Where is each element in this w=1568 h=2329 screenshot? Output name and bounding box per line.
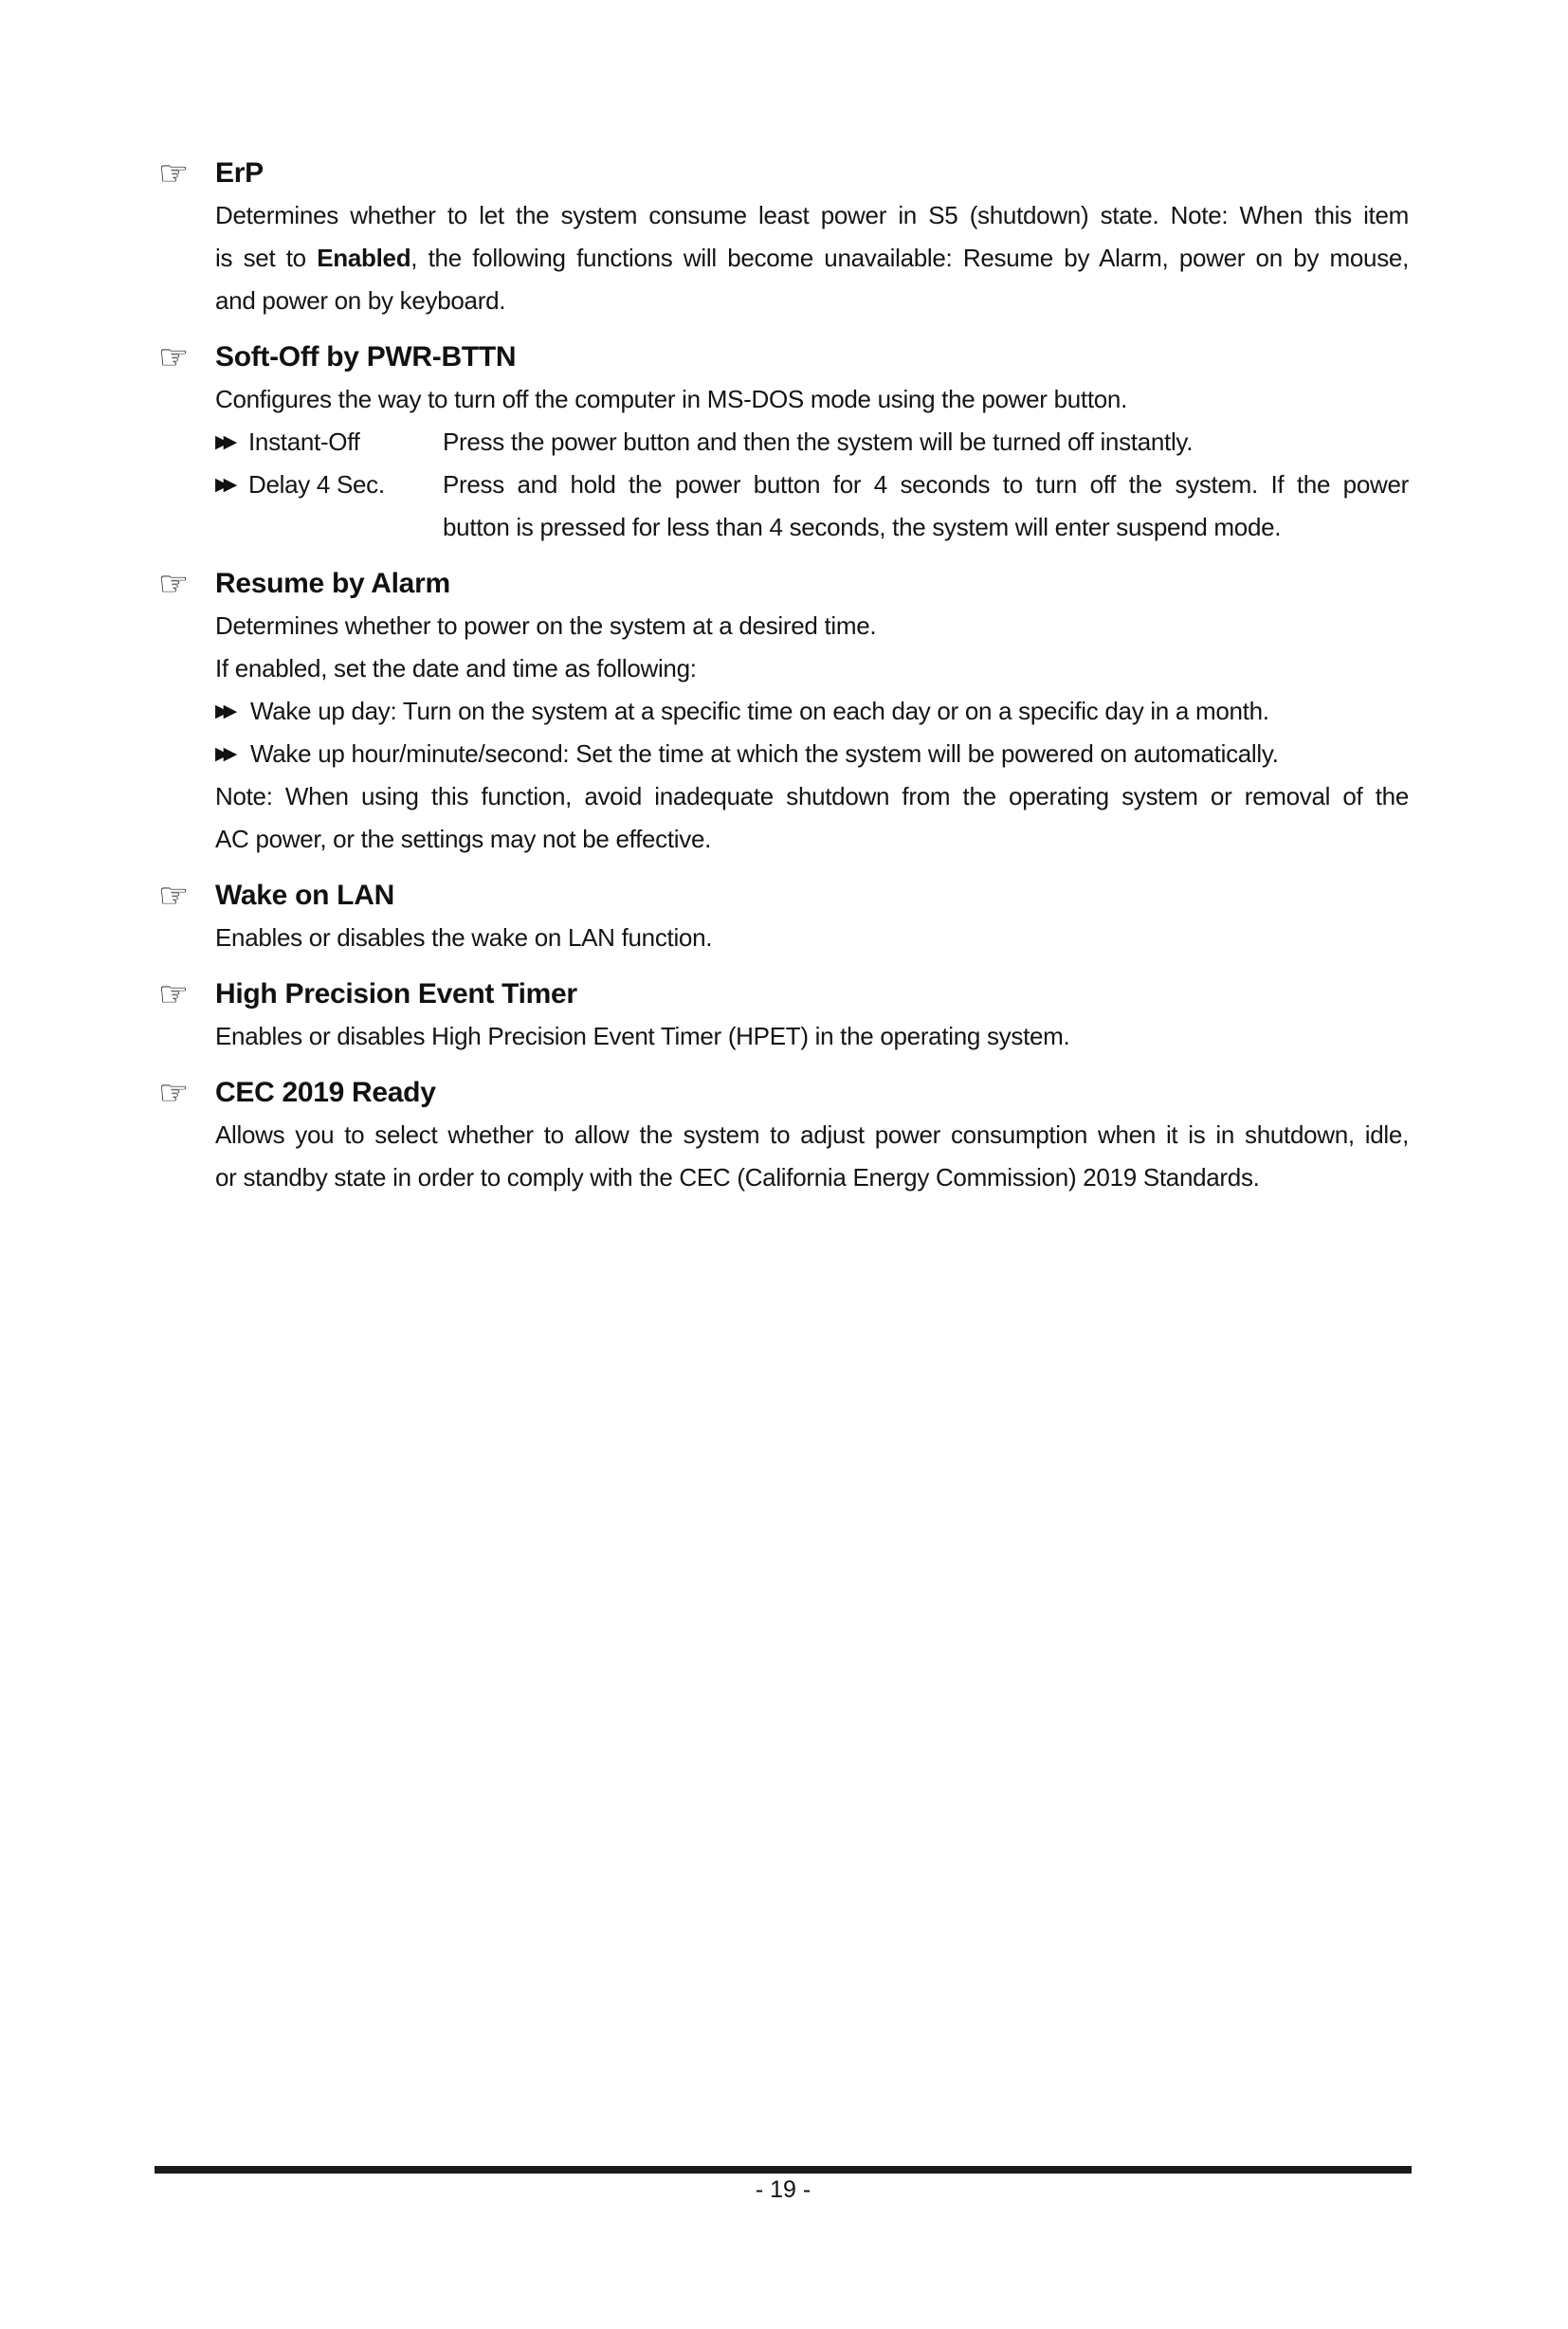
option-label: Delay 4 Sec.	[248, 470, 385, 499]
double-arrow-icon: ▶▶	[215, 432, 232, 452]
page-number: - 19 -	[755, 2176, 811, 2203]
body-line: and power on by keyboard.	[215, 286, 506, 315]
pointer-hand-icon: ☞	[158, 337, 190, 376]
body-line: Configures the way to turn off the computer in MS-DOS mode using the power button.	[215, 385, 1127, 413]
option-row	[215, 464, 1409, 549]
body-text: is set to	[215, 244, 318, 272]
section-heading	[158, 152, 1409, 194]
option-description	[443, 464, 1409, 549]
section-heading	[158, 562, 1409, 605]
section-erp	[158, 152, 1409, 322]
body-line	[215, 237, 1409, 280]
body-line: If enabled, set the date and time as following:	[215, 654, 697, 682]
body-text: , the following functions will become unavailable: Resume by Alarm, power on by mouse,	[410, 244, 1409, 272]
double-arrow-icon: ▶▶	[215, 701, 232, 721]
section-title: Wake on LAN	[215, 880, 394, 911]
double-arrow-icon: ▶▶	[215, 475, 232, 495]
section-title: ErP	[215, 157, 264, 189]
section-heading	[158, 973, 1409, 1015]
footer-rule	[155, 2166, 1412, 2174]
body-line: Enables or disables High Precision Event Timer (HPET) in the operating system.	[215, 1022, 1070, 1050]
page-footer	[155, 2166, 1412, 2204]
body-line: or standby state in order to comply with the CEC (California Energy Commission) 2019 Standards.	[215, 1163, 1260, 1192]
section-soft-off	[158, 336, 1409, 549]
section-body	[215, 1015, 1409, 1058]
section-heading	[158, 336, 1409, 378]
body-line: Press and hold the power button for 4 seconds to turn off the system. If the power	[443, 470, 1409, 499]
body-line: button is pressed for less than 4 seconds, the system will enter suspend mode.	[443, 513, 1282, 541]
option-row	[215, 421, 1409, 464]
pointer-hand-icon: ☞	[158, 876, 190, 915]
section-body	[215, 605, 1409, 861]
section-body	[215, 1114, 1409, 1199]
section-hpet	[158, 973, 1409, 1058]
section-heading	[158, 1071, 1409, 1114]
bullet-text: Wake up hour/minute/second: Set the time at which the system will be powered on automatically.	[250, 739, 1279, 768]
pointer-hand-icon: ☞	[158, 1073, 190, 1112]
double-arrow-icon: ▶▶	[215, 744, 232, 764]
pointer-hand-icon: ☞	[158, 974, 190, 1013]
body-line: AC power, or the settings may not be effective.	[215, 825, 712, 853]
section-title: Soft-Off by PWR-BTTN	[215, 341, 517, 373]
body-line: Allows you to select whether to allow the system to adjust power consumption when it is in shutdown, idle,	[215, 1120, 1409, 1149]
pointer-hand-icon: ☞	[158, 564, 190, 603]
section-title: CEC 2019 Ready	[215, 1077, 436, 1108]
option-label: Instant-Off	[248, 428, 360, 456]
section-body	[215, 378, 1409, 549]
bullet-row	[215, 690, 1409, 733]
option-description	[443, 421, 1409, 464]
body-line: Note: When using this function, avoid inadequate shutdown from the operating system or removal of the	[215, 782, 1409, 810]
section-body	[215, 194, 1409, 322]
body-line: Determines whether to let the system consume least power in S5 (shutdown) state. Note: When this item	[215, 201, 1409, 229]
section-body	[215, 917, 1409, 959]
pointer-hand-icon: ☞	[158, 154, 190, 192]
body-line: Enables or disables the wake on LAN function.	[215, 923, 713, 952]
manual-page-content	[158, 152, 1409, 1199]
bullet-row	[215, 733, 1409, 775]
section-resume-by-alarm	[158, 562, 1409, 861]
body-line: Press the power button and then the system will be turned off instantly.	[443, 428, 1194, 456]
bullet-text: Wake up day: Turn on the system at a specific time on each day or on a specific day in a month.	[250, 697, 1269, 725]
section-title: High Precision Event Timer	[215, 978, 577, 1010]
section-wake-on-lan	[158, 874, 1409, 959]
section-title: Resume by Alarm	[215, 568, 450, 599]
body-line: Determines whether to power on the system at a desired time.	[215, 611, 877, 640]
section-heading	[158, 874, 1409, 917]
section-cec-2019-ready	[158, 1071, 1409, 1199]
body-text-bold: Enabled	[317, 244, 411, 272]
